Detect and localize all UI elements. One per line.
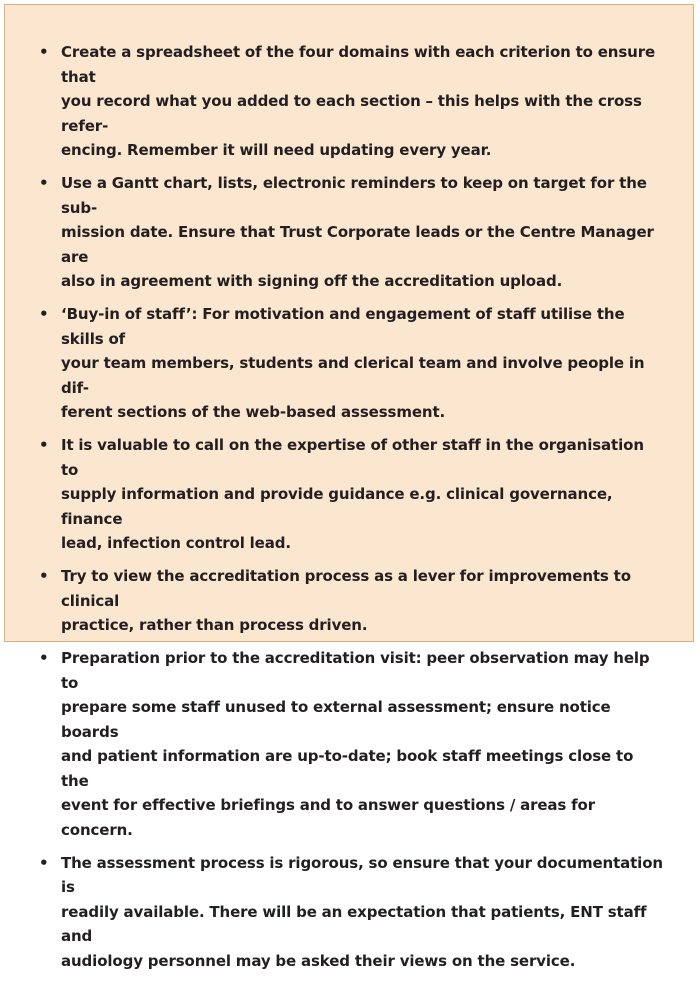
- item-line: Try to view the accreditation process as a lever for improvements to clinical: [61, 567, 631, 610]
- item-line: ‘Buy-in of staff’: For motivation and engagement of staff utilise the skills of: [61, 305, 625, 348]
- item-line: mission date. Ensure that Trust Corporate leads or the Centre Manager are: [61, 223, 654, 266]
- item-line: also in agreement with signing off the accreditation upload.: [61, 272, 563, 290]
- item-line: you record what you added to each section – this helps with the cross refer-: [61, 92, 642, 135]
- list-item: [39, 171, 665, 294]
- list-item: [39, 302, 665, 425]
- bullet-icon: •: [39, 436, 49, 454]
- item-line: ferent sections of the web-based assessment.: [61, 403, 446, 421]
- item-line: lead, infection control lead.: [61, 534, 291, 552]
- item-line: prepare some staff unused to external assessment; ensure notice boards: [61, 698, 611, 741]
- bullet-icon: •: [39, 174, 49, 192]
- item-line: audiology personnel may be asked their views on the service.: [61, 951, 576, 970]
- item-line: Preparation prior to the accreditation visit: peer observation may help to: [61, 649, 650, 692]
- list-item: [39, 40, 665, 163]
- item-line: The assessment process is rigorous, so ensure that your documentation is: [61, 853, 663, 896]
- item-line: supply information and provide guidance e.g. clinical governance, finance: [61, 485, 613, 528]
- item-line: encing. Remember it will need updating every year.: [61, 141, 492, 159]
- item-line: It is valuable to call on the expertise of other staff in the organisation to: [61, 436, 644, 479]
- list-item: [39, 851, 665, 974]
- item-line: Create a spreadsheet of the four domains with each criterion to ensure that: [61, 43, 656, 86]
- bullet-icon: •: [39, 43, 49, 61]
- tips-box: [4, 4, 694, 970]
- list-item: [39, 564, 665, 638]
- bullet-icon: •: [39, 567, 49, 585]
- item-line: and patient information are up-to-date; book staff meetings close to the: [61, 747, 634, 790]
- item-line: your team members, students and clerical team and involve people in dif-: [61, 354, 645, 397]
- list-item: [39, 433, 665, 556]
- bullet-icon: •: [39, 853, 49, 872]
- list-item: [39, 646, 665, 842]
- item-line: practice, rather than process driven.: [61, 616, 368, 634]
- item-line: Use a Gantt chart, lists, electronic reminders to keep on target for the sub-: [61, 174, 647, 217]
- item-line: event for effective briefings and to answer questions / areas for concern.: [61, 796, 596, 839]
- item-line: readily available. There will be an expectation that patients, ENT staff and: [61, 902, 647, 945]
- tips-list: [39, 40, 665, 982]
- bullet-icon: •: [39, 305, 49, 323]
- bullet-icon: •: [39, 649, 49, 667]
